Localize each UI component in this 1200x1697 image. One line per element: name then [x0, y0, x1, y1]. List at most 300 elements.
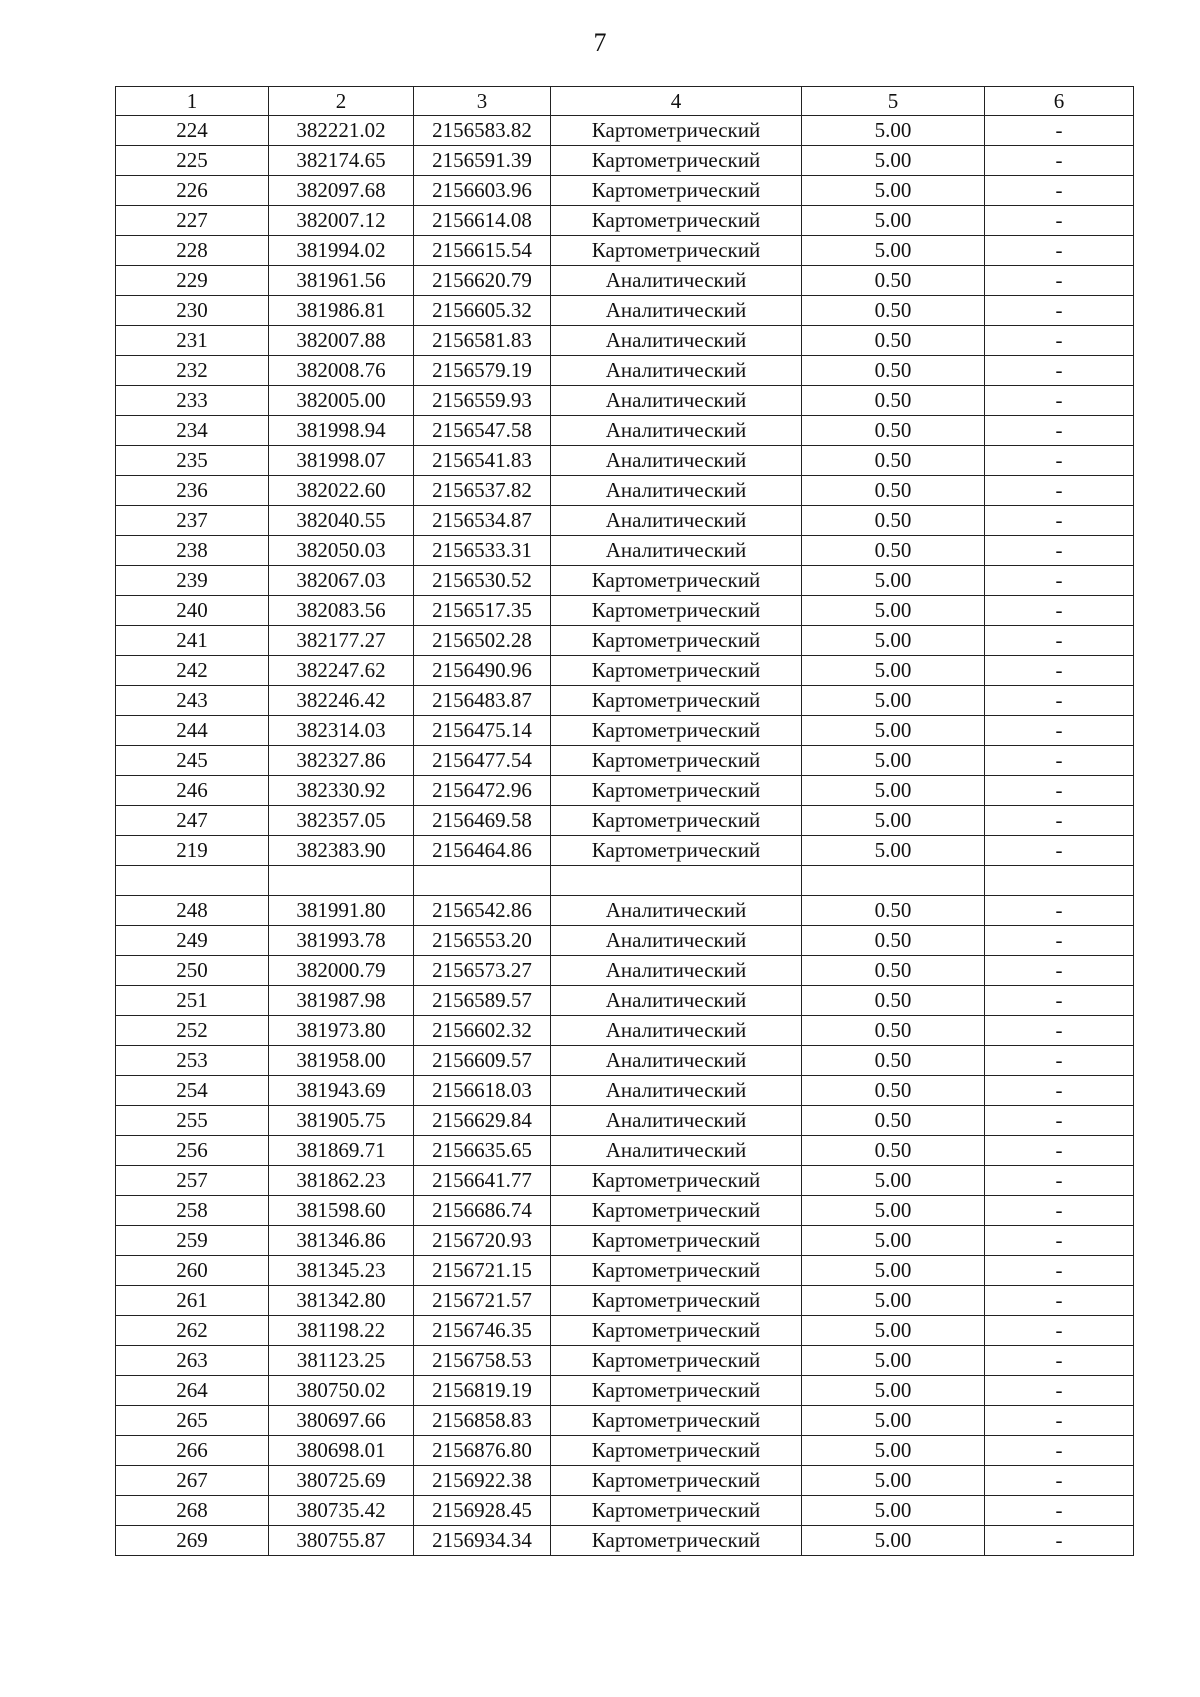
note-cell: -: [985, 176, 1134, 206]
table-row: [116, 176, 1134, 206]
table-row: [116, 506, 1134, 536]
note-cell: -: [985, 986, 1134, 1016]
x-coordinate-cell: 381993.78: [269, 926, 414, 956]
table-row: [116, 1526, 1134, 1556]
method-cell: Картометрический: [551, 1256, 802, 1286]
point-number-cell: 235: [116, 446, 269, 476]
y-coordinate-cell: 2156746.35: [414, 1316, 551, 1346]
note-cell: -: [985, 656, 1134, 686]
table-row: [116, 1346, 1134, 1376]
table-row: [116, 1016, 1134, 1046]
table-row: [116, 626, 1134, 656]
x-coordinate-cell: 381994.02: [269, 236, 414, 266]
table-row: [116, 296, 1134, 326]
x-coordinate-cell: 380755.87: [269, 1526, 414, 1556]
method-cell: Картометрический: [551, 1496, 802, 1526]
y-coordinate-cell: 2156475.14: [414, 716, 551, 746]
x-coordinate-cell: 381198.22: [269, 1316, 414, 1346]
accuracy-cell: 5.00: [802, 776, 985, 806]
y-coordinate-cell: 2156547.58: [414, 416, 551, 446]
table-row: [116, 356, 1134, 386]
accuracy-cell: 5.00: [802, 1316, 985, 1346]
point-number-cell: 240: [116, 596, 269, 626]
table-row: [116, 146, 1134, 176]
y-coordinate-cell: 2156721.15: [414, 1256, 551, 1286]
method-cell: Аналитический: [551, 956, 802, 986]
note-cell: -: [985, 836, 1134, 866]
point-number-cell: [116, 866, 269, 896]
table-row: [116, 776, 1134, 806]
note-cell: -: [985, 356, 1134, 386]
point-number-cell: 226: [116, 176, 269, 206]
y-coordinate-cell: 2156502.28: [414, 626, 551, 656]
y-coordinate-cell: 2156635.65: [414, 1136, 551, 1166]
x-coordinate-cell: 382097.68: [269, 176, 414, 206]
point-number-cell: 228: [116, 236, 269, 266]
accuracy-cell: 5.00: [802, 1376, 985, 1406]
y-coordinate-cell: 2156530.52: [414, 566, 551, 596]
method-cell: Картометрический: [551, 1526, 802, 1556]
x-coordinate-cell: 381998.94: [269, 416, 414, 446]
accuracy-cell: 5.00: [802, 566, 985, 596]
point-number-cell: 249: [116, 926, 269, 956]
x-coordinate-cell: 380725.69: [269, 1466, 414, 1496]
y-coordinate-cell: 2156534.87: [414, 506, 551, 536]
method-cell: Картометрический: [551, 1466, 802, 1496]
table-row: [116, 1286, 1134, 1316]
x-coordinate-cell: 381987.98: [269, 986, 414, 1016]
note-cell: -: [985, 1316, 1134, 1346]
point-number-cell: 238: [116, 536, 269, 566]
table-row: [116, 1166, 1134, 1196]
y-coordinate-cell: 2156537.82: [414, 476, 551, 506]
table-row: [116, 1046, 1134, 1076]
y-coordinate-cell: [414, 866, 551, 896]
accuracy-cell: 0.50: [802, 956, 985, 986]
accuracy-cell: 5.00: [802, 836, 985, 866]
method-cell: Картометрический: [551, 1196, 802, 1226]
method-cell: Картометрический: [551, 1226, 802, 1256]
method-cell: Картометрический: [551, 686, 802, 716]
accuracy-cell: 5.00: [802, 1406, 985, 1436]
note-cell: -: [985, 1496, 1134, 1526]
point-number-cell: 233: [116, 386, 269, 416]
y-coordinate-cell: 2156591.39: [414, 146, 551, 176]
table-row: [116, 566, 1134, 596]
accuracy-cell: 5.00: [802, 596, 985, 626]
accuracy-cell: 0.50: [802, 896, 985, 926]
y-coordinate-cell: 2156533.31: [414, 536, 551, 566]
x-coordinate-cell: 382246.42: [269, 686, 414, 716]
x-coordinate-cell: 381943.69: [269, 1076, 414, 1106]
y-coordinate-cell: 2156858.83: [414, 1406, 551, 1436]
column-header: 1: [116, 87, 269, 116]
method-cell: Аналитический: [551, 386, 802, 416]
y-coordinate-cell: 2156620.79: [414, 266, 551, 296]
y-coordinate-cell: 2156573.27: [414, 956, 551, 986]
point-number-cell: 266: [116, 1436, 269, 1466]
point-number-cell: 246: [116, 776, 269, 806]
column-header: 3: [414, 87, 551, 116]
accuracy-cell: 0.50: [802, 416, 985, 446]
method-cell: Картометрический: [551, 716, 802, 746]
point-number-cell: 247: [116, 806, 269, 836]
y-coordinate-cell: 2156614.08: [414, 206, 551, 236]
note-cell: -: [985, 1076, 1134, 1106]
note-cell: -: [985, 626, 1134, 656]
table-row: [116, 806, 1134, 836]
method-cell: Картометрический: [551, 1316, 802, 1346]
method-cell: Картометрический: [551, 206, 802, 236]
point-number-cell: 257: [116, 1166, 269, 1196]
x-coordinate-cell: 381123.25: [269, 1346, 414, 1376]
note-cell: -: [985, 1046, 1134, 1076]
accuracy-cell: 0.50: [802, 926, 985, 956]
accuracy-cell: [802, 866, 985, 896]
method-cell: Аналитический: [551, 1076, 802, 1106]
accuracy-cell: 5.00: [802, 1286, 985, 1316]
y-coordinate-cell: 2156472.96: [414, 776, 551, 806]
column-header: 5: [802, 87, 985, 116]
x-coordinate-cell: 381862.23: [269, 1166, 414, 1196]
x-coordinate-cell: 382083.56: [269, 596, 414, 626]
x-coordinate-cell: 382067.03: [269, 566, 414, 596]
table-row: [116, 956, 1134, 986]
method-cell: Аналитический: [551, 536, 802, 566]
note-cell: -: [985, 296, 1134, 326]
y-coordinate-cell: 2156922.38: [414, 1466, 551, 1496]
table-row: [116, 866, 1134, 896]
point-number-cell: 255: [116, 1106, 269, 1136]
table-row: [116, 1136, 1134, 1166]
x-coordinate-cell: 382050.03: [269, 536, 414, 566]
table-row: [116, 986, 1134, 1016]
method-cell: Аналитический: [551, 326, 802, 356]
table-row: [116, 236, 1134, 266]
note-cell: -: [985, 1526, 1134, 1556]
accuracy-cell: 5.00: [802, 1166, 985, 1196]
method-cell: Картометрический: [551, 656, 802, 686]
note-cell: -: [985, 716, 1134, 746]
method-cell: Аналитический: [551, 926, 802, 956]
note-cell: -: [985, 956, 1134, 986]
accuracy-cell: 5.00: [802, 806, 985, 836]
y-coordinate-cell: 2156603.96: [414, 176, 551, 206]
method-cell: Картометрический: [551, 116, 802, 146]
method-cell: Аналитический: [551, 1136, 802, 1166]
note-cell: -: [985, 1196, 1134, 1226]
accuracy-cell: 5.00: [802, 1526, 985, 1556]
accuracy-cell: 5.00: [802, 116, 985, 146]
y-coordinate-cell: 2156541.83: [414, 446, 551, 476]
note-cell: -: [985, 1166, 1134, 1196]
y-coordinate-cell: 2156559.93: [414, 386, 551, 416]
method-cell: Аналитический: [551, 1046, 802, 1076]
method-cell: Картометрический: [551, 836, 802, 866]
x-coordinate-cell: 381598.60: [269, 1196, 414, 1226]
x-coordinate-cell: 381346.86: [269, 1226, 414, 1256]
accuracy-cell: 5.00: [802, 1496, 985, 1526]
accuracy-cell: 0.50: [802, 1106, 985, 1136]
page-number: 7: [593, 28, 607, 57]
x-coordinate-cell: 381342.80: [269, 1286, 414, 1316]
y-coordinate-cell: 2156553.20: [414, 926, 551, 956]
table-row: [116, 1076, 1134, 1106]
accuracy-cell: 5.00: [802, 1196, 985, 1226]
x-coordinate-cell: 382008.76: [269, 356, 414, 386]
accuracy-cell: 0.50: [802, 536, 985, 566]
x-coordinate-cell: 382357.05: [269, 806, 414, 836]
x-coordinate-cell: 381958.00: [269, 1046, 414, 1076]
point-number-cell: 236: [116, 476, 269, 506]
x-coordinate-cell: 381961.56: [269, 266, 414, 296]
y-coordinate-cell: 2156483.87: [414, 686, 551, 716]
point-number-cell: 225: [116, 146, 269, 176]
y-coordinate-cell: 2156605.32: [414, 296, 551, 326]
x-coordinate-cell: 380750.02: [269, 1376, 414, 1406]
y-coordinate-cell: 2156609.57: [414, 1046, 551, 1076]
y-coordinate-cell: 2156758.53: [414, 1346, 551, 1376]
accuracy-cell: 5.00: [802, 626, 985, 656]
note-cell: -: [985, 1256, 1134, 1286]
point-number-cell: 224: [116, 116, 269, 146]
table-row: [116, 716, 1134, 746]
y-coordinate-cell: 2156819.19: [414, 1376, 551, 1406]
x-coordinate-cell: 381869.71: [269, 1136, 414, 1166]
y-coordinate-cell: 2156469.58: [414, 806, 551, 836]
accuracy-cell: 0.50: [802, 446, 985, 476]
table-row: [116, 476, 1134, 506]
note-cell: -: [985, 206, 1134, 236]
table-row: [116, 536, 1134, 566]
table-row: [116, 686, 1134, 716]
method-cell: Картометрический: [551, 146, 802, 176]
table-row: [116, 1406, 1134, 1436]
method-cell: Аналитический: [551, 296, 802, 326]
note-cell: -: [985, 1466, 1134, 1496]
note-cell: -: [985, 1346, 1134, 1376]
x-coordinate-cell: 382327.86: [269, 746, 414, 776]
method-cell: Картометрический: [551, 236, 802, 266]
note-cell: -: [985, 896, 1134, 926]
note-cell: -: [985, 686, 1134, 716]
x-coordinate-cell: 380697.66: [269, 1406, 414, 1436]
note-cell: -: [985, 446, 1134, 476]
method-cell: Картометрический: [551, 566, 802, 596]
x-coordinate-cell: 382022.60: [269, 476, 414, 506]
method-cell: Картометрический: [551, 746, 802, 776]
x-coordinate-cell: 382383.90: [269, 836, 414, 866]
point-number-cell: 245: [116, 746, 269, 776]
table-row: [116, 1316, 1134, 1346]
table-row: [116, 446, 1134, 476]
method-cell: Картометрический: [551, 1346, 802, 1376]
y-coordinate-cell: 2156602.32: [414, 1016, 551, 1046]
point-number-cell: 259: [116, 1226, 269, 1256]
table-row: [116, 656, 1134, 686]
method-cell: Картометрический: [551, 176, 802, 206]
table-row: [116, 1436, 1134, 1466]
y-coordinate-cell: 2156928.45: [414, 1496, 551, 1526]
note-cell: -: [985, 326, 1134, 356]
y-coordinate-cell: 2156517.35: [414, 596, 551, 626]
note-cell: -: [985, 1436, 1134, 1466]
table-row: [116, 1226, 1134, 1256]
note-cell: -: [985, 776, 1134, 806]
y-coordinate-cell: 2156464.86: [414, 836, 551, 866]
x-coordinate-cell: 382174.65: [269, 146, 414, 176]
point-number-cell: 253: [116, 1046, 269, 1076]
accuracy-cell: 5.00: [802, 746, 985, 776]
y-coordinate-cell: 2156720.93: [414, 1226, 551, 1256]
note-cell: -: [985, 596, 1134, 626]
note-cell: -: [985, 536, 1134, 566]
table-row: [116, 266, 1134, 296]
note-cell: -: [985, 416, 1134, 446]
method-cell: Аналитический: [551, 446, 802, 476]
y-coordinate-cell: 2156589.57: [414, 986, 551, 1016]
y-coordinate-cell: 2156579.19: [414, 356, 551, 386]
table-row: [116, 386, 1134, 416]
accuracy-cell: 5.00: [802, 236, 985, 266]
table-row: [116, 416, 1134, 446]
method-cell: Аналитический: [551, 506, 802, 536]
point-number-cell: 256: [116, 1136, 269, 1166]
accuracy-cell: 0.50: [802, 1136, 985, 1166]
table-row: [116, 1466, 1134, 1496]
point-number-cell: 227: [116, 206, 269, 236]
accuracy-cell: 5.00: [802, 1466, 985, 1496]
table-row: [116, 1376, 1134, 1406]
note-cell: -: [985, 1406, 1134, 1436]
method-cell: Картометрический: [551, 596, 802, 626]
accuracy-cell: 5.00: [802, 1346, 985, 1376]
method-cell: Картометрический: [551, 626, 802, 656]
accuracy-cell: 5.00: [802, 146, 985, 176]
accuracy-cell: 0.50: [802, 356, 985, 386]
y-coordinate-cell: 2156490.96: [414, 656, 551, 686]
method-cell: Аналитический: [551, 896, 802, 926]
note-cell: -: [985, 806, 1134, 836]
point-number-cell: 243: [116, 686, 269, 716]
accuracy-cell: 5.00: [802, 716, 985, 746]
x-coordinate-cell: 381345.23: [269, 1256, 414, 1286]
table-row: [116, 326, 1134, 356]
accuracy-cell: 5.00: [802, 686, 985, 716]
x-coordinate-cell: 381905.75: [269, 1106, 414, 1136]
x-coordinate-cell: 382040.55: [269, 506, 414, 536]
point-number-cell: 265: [116, 1406, 269, 1436]
column-header: 4: [551, 87, 802, 116]
point-number-cell: 219: [116, 836, 269, 866]
method-cell: Аналитический: [551, 266, 802, 296]
point-number-cell: 260: [116, 1256, 269, 1286]
note-cell: -: [985, 236, 1134, 266]
x-coordinate-cell: 382177.27: [269, 626, 414, 656]
x-coordinate-cell: 381998.07: [269, 446, 414, 476]
note-cell: -: [985, 386, 1134, 416]
x-coordinate-cell: 382005.00: [269, 386, 414, 416]
y-coordinate-cell: 2156477.54: [414, 746, 551, 776]
note-cell: -: [985, 926, 1134, 956]
method-cell: Аналитический: [551, 356, 802, 386]
x-coordinate-cell: 381986.81: [269, 296, 414, 326]
table-row: [116, 206, 1134, 236]
accuracy-cell: 5.00: [802, 176, 985, 206]
method-cell: Аналитический: [551, 986, 802, 1016]
accuracy-cell: 0.50: [802, 386, 985, 416]
x-coordinate-cell: [269, 866, 414, 896]
point-number-cell: 268: [116, 1496, 269, 1526]
point-number-cell: 230: [116, 296, 269, 326]
note-cell: -: [985, 476, 1134, 506]
accuracy-cell: 0.50: [802, 476, 985, 506]
note-cell: -: [985, 1016, 1134, 1046]
table-row: [116, 116, 1134, 146]
note-cell: [985, 866, 1134, 896]
note-cell: -: [985, 146, 1134, 176]
method-cell: Картометрический: [551, 1406, 802, 1436]
table-row: [116, 596, 1134, 626]
x-coordinate-cell: 381973.80: [269, 1016, 414, 1046]
accuracy-cell: 5.00: [802, 1226, 985, 1256]
x-coordinate-cell: 382314.03: [269, 716, 414, 746]
x-coordinate-cell: 381991.80: [269, 896, 414, 926]
point-number-cell: 269: [116, 1526, 269, 1556]
note-cell: -: [985, 1136, 1134, 1166]
accuracy-cell: 0.50: [802, 1076, 985, 1106]
accuracy-cell: 5.00: [802, 1436, 985, 1466]
method-cell: Аналитический: [551, 476, 802, 506]
method-cell: [551, 866, 802, 896]
point-number-cell: 254: [116, 1076, 269, 1106]
table-row: [116, 896, 1134, 926]
point-number-cell: 251: [116, 986, 269, 1016]
note-cell: -: [985, 266, 1134, 296]
coordinates-table: [115, 86, 1134, 1556]
accuracy-cell: 0.50: [802, 266, 985, 296]
point-number-cell: 250: [116, 956, 269, 986]
table-row: [116, 746, 1134, 776]
y-coordinate-cell: 2156629.84: [414, 1106, 551, 1136]
table-row: [116, 836, 1134, 866]
y-coordinate-cell: 2156686.74: [414, 1196, 551, 1226]
point-number-cell: 258: [116, 1196, 269, 1226]
y-coordinate-cell: 2156615.54: [414, 236, 551, 266]
point-number-cell: 263: [116, 1346, 269, 1376]
accuracy-cell: 0.50: [802, 986, 985, 1016]
x-coordinate-cell: 382247.62: [269, 656, 414, 686]
point-number-cell: 264: [116, 1376, 269, 1406]
accuracy-cell: 0.50: [802, 326, 985, 356]
y-coordinate-cell: 2156581.83: [414, 326, 551, 356]
x-coordinate-cell: 382221.02: [269, 116, 414, 146]
method-cell: Аналитический: [551, 1016, 802, 1046]
x-coordinate-cell: 382000.79: [269, 956, 414, 986]
table-row: [116, 1106, 1134, 1136]
method-cell: Картометрический: [551, 806, 802, 836]
note-cell: -: [985, 116, 1134, 146]
table-body: [116, 116, 1134, 1556]
method-cell: Картометрический: [551, 1436, 802, 1466]
table-row: [116, 1496, 1134, 1526]
x-coordinate-cell: 382330.92: [269, 776, 414, 806]
note-cell: -: [985, 1376, 1134, 1406]
y-coordinate-cell: 2156876.80: [414, 1436, 551, 1466]
method-cell: Аналитический: [551, 1106, 802, 1136]
accuracy-cell: 0.50: [802, 1016, 985, 1046]
point-number-cell: 248: [116, 896, 269, 926]
